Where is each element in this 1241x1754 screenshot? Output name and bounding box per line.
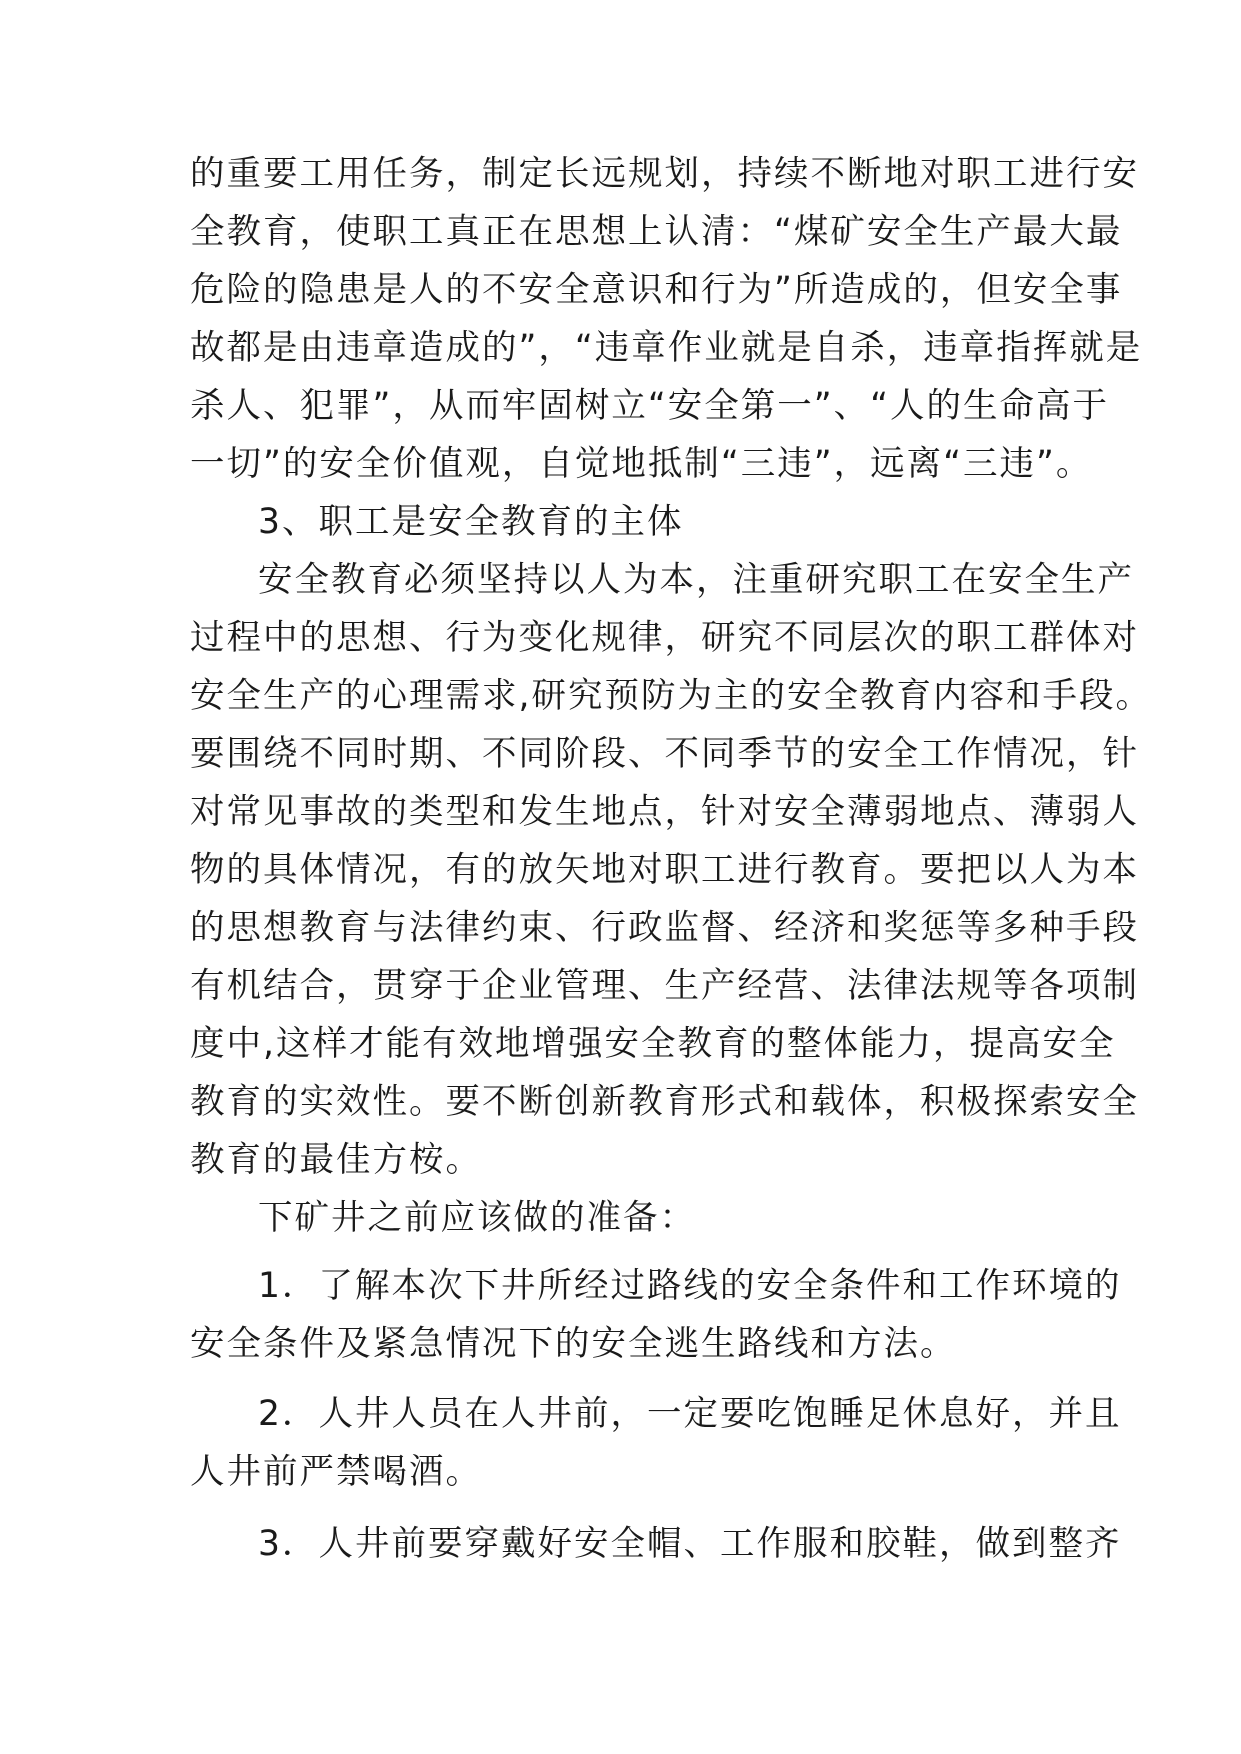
text-line: 对常见事故的类型和发生地点，针对安全薄弱地点、薄弱人 (190, 792, 1139, 832)
text-line: 1．了解本次下井所经过路线的安全条件和工作环境的 (258, 1266, 1122, 1306)
text-line: 物的具体情况，有的放矢地对职工进行教育。要把以人为本 (190, 850, 1139, 890)
text-line: 要围绕不同时期、不同阶段、不同季节的安全工作情况，针 (190, 734, 1139, 774)
text-line: 的思想教育与法律约束、行政监督、经济和奖惩等多种手段 (190, 908, 1139, 948)
text-line: 全教育，使职工真正在思想上认清：“煤矿安全生产最大最 (190, 212, 1123, 252)
text-line: 安全条件及紧急情况下的安全逃生路线和方法。 (190, 1324, 957, 1364)
text-line: 一切”的安全价值观，自觉地抵制“三违”，远离“三违”。 (190, 444, 1093, 484)
text-line: 3．人井前要穿戴好安全帽、工作服和胶鞋，做到整齐 (258, 1524, 1122, 1564)
text-line: 3、职工是安全教育的主体 (258, 502, 684, 542)
text-line: 人井前严禁喝酒。 (190, 1452, 482, 1492)
text-line: 故都是由违章造成的”，“违章作业就是自杀，违章指挥就是 (190, 328, 1143, 368)
text-line: 过程中的思想、行为变化规律，研究不同层次的职工群体对 (190, 618, 1139, 658)
text-line: 教育的最佳方桉。 (190, 1140, 482, 1180)
text-line: 度中,这样才能有效地增强安全教育的整体能力，提高安全 (190, 1024, 1116, 1064)
text-line: 下矿井之前应该做的准备： (258, 1198, 696, 1238)
text-line: 2．人井人员在人井前，一定要吃饱睡足休息好，并且 (258, 1394, 1122, 1434)
text-line: 安全教育必须坚持以人为本，注重研究职工在安全生产 (258, 560, 1134, 600)
text-line: 危险的隐患是人的不安全意识和行为”所造成的，但安全事 (190, 270, 1123, 310)
text-line: 有机结合，贯穿于企业管理、生产经营、法律法规等各项制 (190, 966, 1139, 1006)
text-line: 教育的实效性。要不断创新教育形式和载体，积极探索安全 (190, 1082, 1139, 1122)
text-line: 杀人、犯罪”，从而牢固树立“安全第一”、“人的生命高于 (190, 386, 1109, 426)
text-line: 安全生产的心理需求,研究预防为主的安全教育内容和手段。 (190, 676, 1152, 716)
text-line: 的重要工用任务，制定长远规划，持续不断地对职工进行安 (190, 154, 1139, 194)
